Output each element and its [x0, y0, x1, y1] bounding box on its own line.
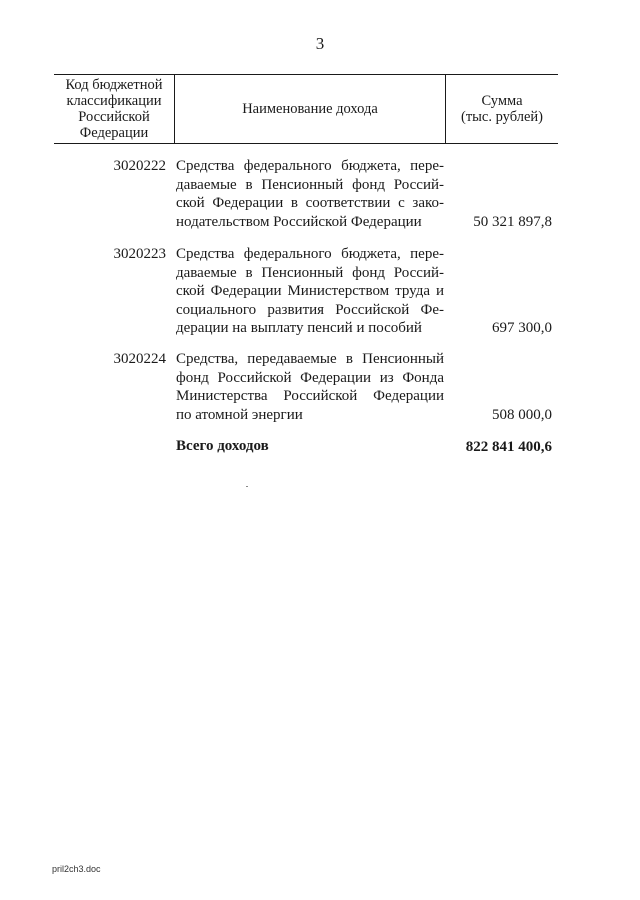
footer-filename: pril2ch3.doc [52, 864, 101, 874]
row-name [176, 245, 444, 338]
row-sum: 50 321 897,8 [473, 213, 552, 230]
header-code-label: Код бюджетной классификации Российской Федерации [65, 77, 163, 141]
row-name-line: нодательством Российской Федерации [176, 213, 422, 230]
header-code [54, 75, 174, 143]
row-name [176, 157, 444, 231]
table-header [54, 74, 558, 144]
row-name-line: социального развития Российской Фе- [176, 301, 444, 318]
total-sum: 822 841 400,6 [465, 438, 552, 455]
header-name [175, 75, 445, 143]
table-row [54, 245, 558, 337]
row-name-line: Министерства Российской Федерации [176, 388, 444, 404]
table-total-row [54, 437, 558, 456]
row-name [176, 350, 444, 424]
row-name-line: Средства, передаваемые в Пенсионный [176, 351, 444, 367]
row-code: 3020223 [113, 246, 166, 262]
row-name-line: фонд Российской Федерации из Фонда [176, 369, 444, 386]
table-row [54, 350, 558, 424]
header-sum [446, 75, 558, 143]
total-label: Всего доходов [176, 438, 269, 454]
header-name-label: Наименование дохода [242, 101, 378, 117]
row-sum: 508 000,0 [492, 406, 552, 423]
row-name-line: по атомной энергии [176, 406, 303, 423]
page-number: 3 [315, 34, 325, 53]
row-name-line: даваемые в Пенсионный фонд Россий- [176, 176, 444, 193]
row-code: 3020222 [113, 158, 166, 174]
row-name-line: даваемые в Пенсионный фонд Россий- [176, 264, 444, 281]
row-sum: 697 300,0 [492, 319, 552, 336]
row-name-line: Средства федерального бюджета, пере- [176, 246, 444, 262]
row-code: 3020224 [113, 351, 166, 367]
row-name-line: ской Федерации Министерством труда и [176, 283, 444, 299]
row-name-line: Средства федерального бюджета, пере- [176, 158, 444, 174]
row-name-line: ской Федерации в соответствии с зако- [176, 195, 444, 211]
table-row [54, 157, 558, 231]
scan-speck [246, 486, 248, 487]
row-name-line: дерации на выплату пенсий и пособий [176, 320, 422, 336]
header-sum-label: Сумма (тыс. рублей) [461, 93, 543, 125]
